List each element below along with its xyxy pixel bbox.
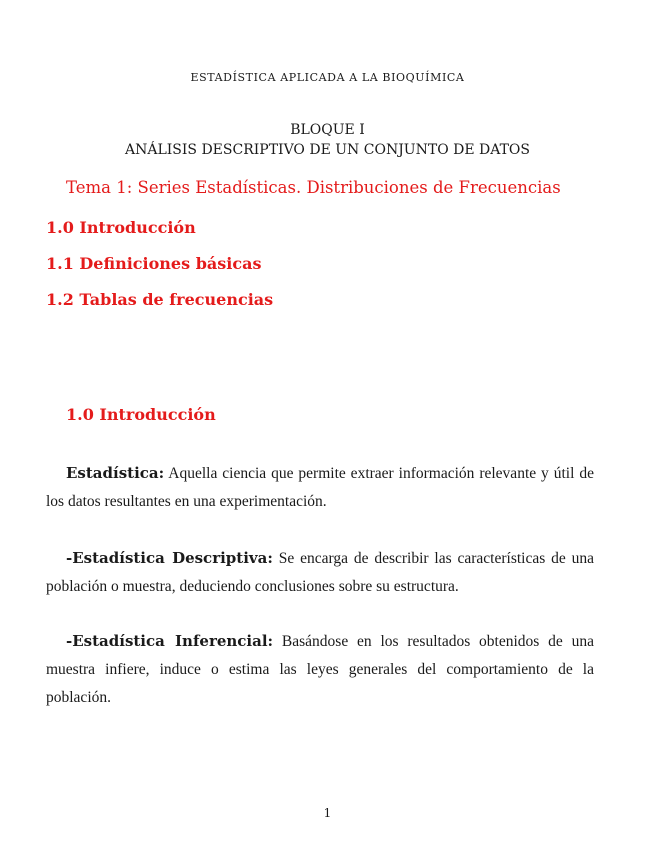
definition-descriptiva: Se encarga de describir las características de una población o muestra, deduciendo conclusiones sobre su estructura. — [46, 550, 594, 595]
paragraph-descriptiva — [46, 544, 594, 601]
definition-inferencial: Basándose en los resultados obtenidos de una muestra infiere, induce o estima las leyes generales del comportamiento de la población. — [46, 633, 594, 706]
term-descriptiva: -Estadística Descriptiva: — [66, 549, 273, 567]
toc-item-introduccion: 1.0 Introducción — [46, 218, 196, 237]
toc-item-definiciones: 1.1 Definiciones básicas — [46, 254, 262, 273]
page-number: 1 — [323, 806, 332, 820]
definition-estadistica: Aquella ciencia que permite extraer información relevante y útil de los datos resultantes en una experimentación. — [46, 465, 594, 510]
paragraph-inferencial — [46, 627, 594, 712]
paragraph-estadistica — [46, 459, 594, 516]
topic-title: Tema 1: Series Estadísticas. Distribuciones de Frecuencias — [66, 178, 561, 197]
toc-item-tablas: 1.2 Tablas de frecuencias — [46, 290, 274, 309]
block-heading — [0, 120, 655, 160]
term-estadistica: Estadística: — [66, 464, 165, 482]
block-line-2: ANÁLISIS DESCRIPTIVO DE UN CONJUNTO DE DATOS — [125, 142, 530, 158]
section-heading: 1.0 Introducción — [66, 405, 216, 424]
block-line-1: BLOQUE I — [290, 122, 365, 138]
course-title: ESTADÍSTICA APLICADA A LA BIOQUÍMICA — [190, 71, 465, 84]
term-inferencial: -Estadística Inferencial: — [66, 632, 274, 650]
